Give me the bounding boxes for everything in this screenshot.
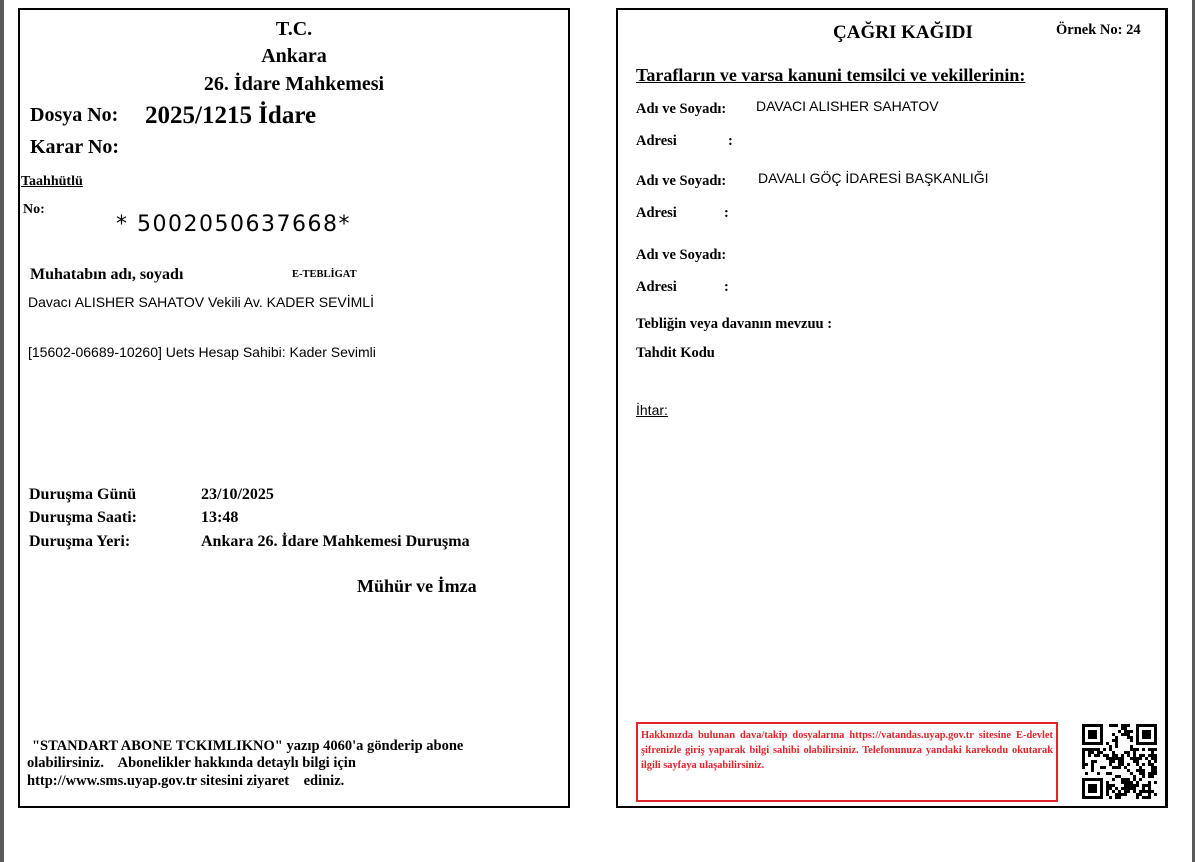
- party-1-address-label: Adresi: [636, 133, 677, 149]
- hearing-place-value: Ankara 26. İdare Mahkemesi Duruşma: [201, 533, 470, 550]
- muhatab-name: Davacı ALISHER SAHATOV Vekili Av. KADER SEVİMLİ: [28, 294, 374, 310]
- party-3-address-colon: :: [724, 279, 729, 295]
- party-2-address-colon: :: [724, 205, 729, 221]
- sms-info-line-3: http://www.sms.uyap.gov.tr sitesini ziyaret ediniz.: [27, 773, 345, 789]
- hearing-day-value: 23/10/2025: [201, 486, 274, 503]
- uets-info: [15602-06689-10260] Uets Hesap Sahibi: Kader Sevimli: [28, 344, 376, 360]
- hearing-time-label: Duruşma Saati:: [29, 509, 138, 526]
- court-heading: 26. İdare Mahkemesi: [203, 73, 385, 95]
- hearing-day-label: Duruşma Günü: [29, 486, 137, 503]
- hearing-time-value: 13:48: [201, 509, 239, 526]
- party-1-address-colon: :: [728, 133, 733, 149]
- uyap-notice-box: [636, 722, 1058, 802]
- no-label: No:: [23, 202, 45, 217]
- party-3-name-label: Adı ve Soyadı:: [636, 247, 727, 263]
- subject-label: Tebliğin veya davanın mevzuu :: [636, 316, 833, 332]
- party-1-name: DAVACI ALISHER SAHATOV: [756, 98, 939, 114]
- sms-info-line-2: olabilirsiniz. Abonelikler hakkında detaylı bilgi için: [27, 755, 356, 771]
- country-heading: T.C.: [275, 18, 313, 40]
- dosya-value: 2025/1215 İdare: [145, 102, 317, 129]
- dosya-label: Dosya No:: [30, 104, 119, 126]
- party-2-name-label: Adı ve Soyadı:: [636, 173, 727, 189]
- left-document-panel: [18, 8, 570, 808]
- sample-number: Örnek No: 24: [1056, 22, 1141, 38]
- uyap-notice-text: Hakkınızda bulunan dava/takip dosyalarına https://vatandas.uyap.gov.tr sitesine E-devlet şifrenizle giriş yaparak bilgi sahibi olabilirsiniz. Telefonunuza yandaki karekodu okutarak ilgili sayfaya ulaşabilirsiniz.: [641, 730, 1053, 771]
- sms-info-line-1: "STANDART ABONE TCKIMLIKNO" yazıp 4060'a gönderip abone: [32, 738, 464, 754]
- muhatab-label: Muhatabın adı, soyadı: [30, 266, 184, 283]
- karar-label: Karar No:: [30, 136, 120, 158]
- seal-signature-label: Mühür ve İmza: [357, 576, 477, 596]
- hearing-place-label: Duruşma Yeri:: [29, 533, 131, 550]
- party-1-name-label: Adı ve Soyadı:: [636, 101, 727, 117]
- warning-label: İhtar:: [636, 402, 668, 418]
- barcode-number: * 5002050637668*: [116, 212, 351, 237]
- party-2-name: DAVALI GÖÇ İDARESİ BAŞKANLIĞI: [758, 170, 989, 186]
- restriction-code-label: Tahdit Kodu: [636, 345, 715, 361]
- summons-title: ÇAĞRI KAĞIDI: [833, 22, 973, 43]
- taahhutlu-label: Taahhütlü: [21, 174, 83, 189]
- qr-code-icon: [1082, 724, 1157, 799]
- right-document-panel: [616, 8, 1168, 808]
- city-heading: Ankara: [261, 45, 327, 67]
- parties-heading: Tarafların ve varsa kanuni temsilci ve vekillerinin:: [636, 65, 1026, 85]
- party-3-address-label: Adresi: [636, 279, 677, 295]
- e-tebligat-label: E-TEBLİGAT: [292, 269, 357, 280]
- party-2-address-label: Adresi: [636, 205, 677, 221]
- page-edge-left: [0, 0, 4, 862]
